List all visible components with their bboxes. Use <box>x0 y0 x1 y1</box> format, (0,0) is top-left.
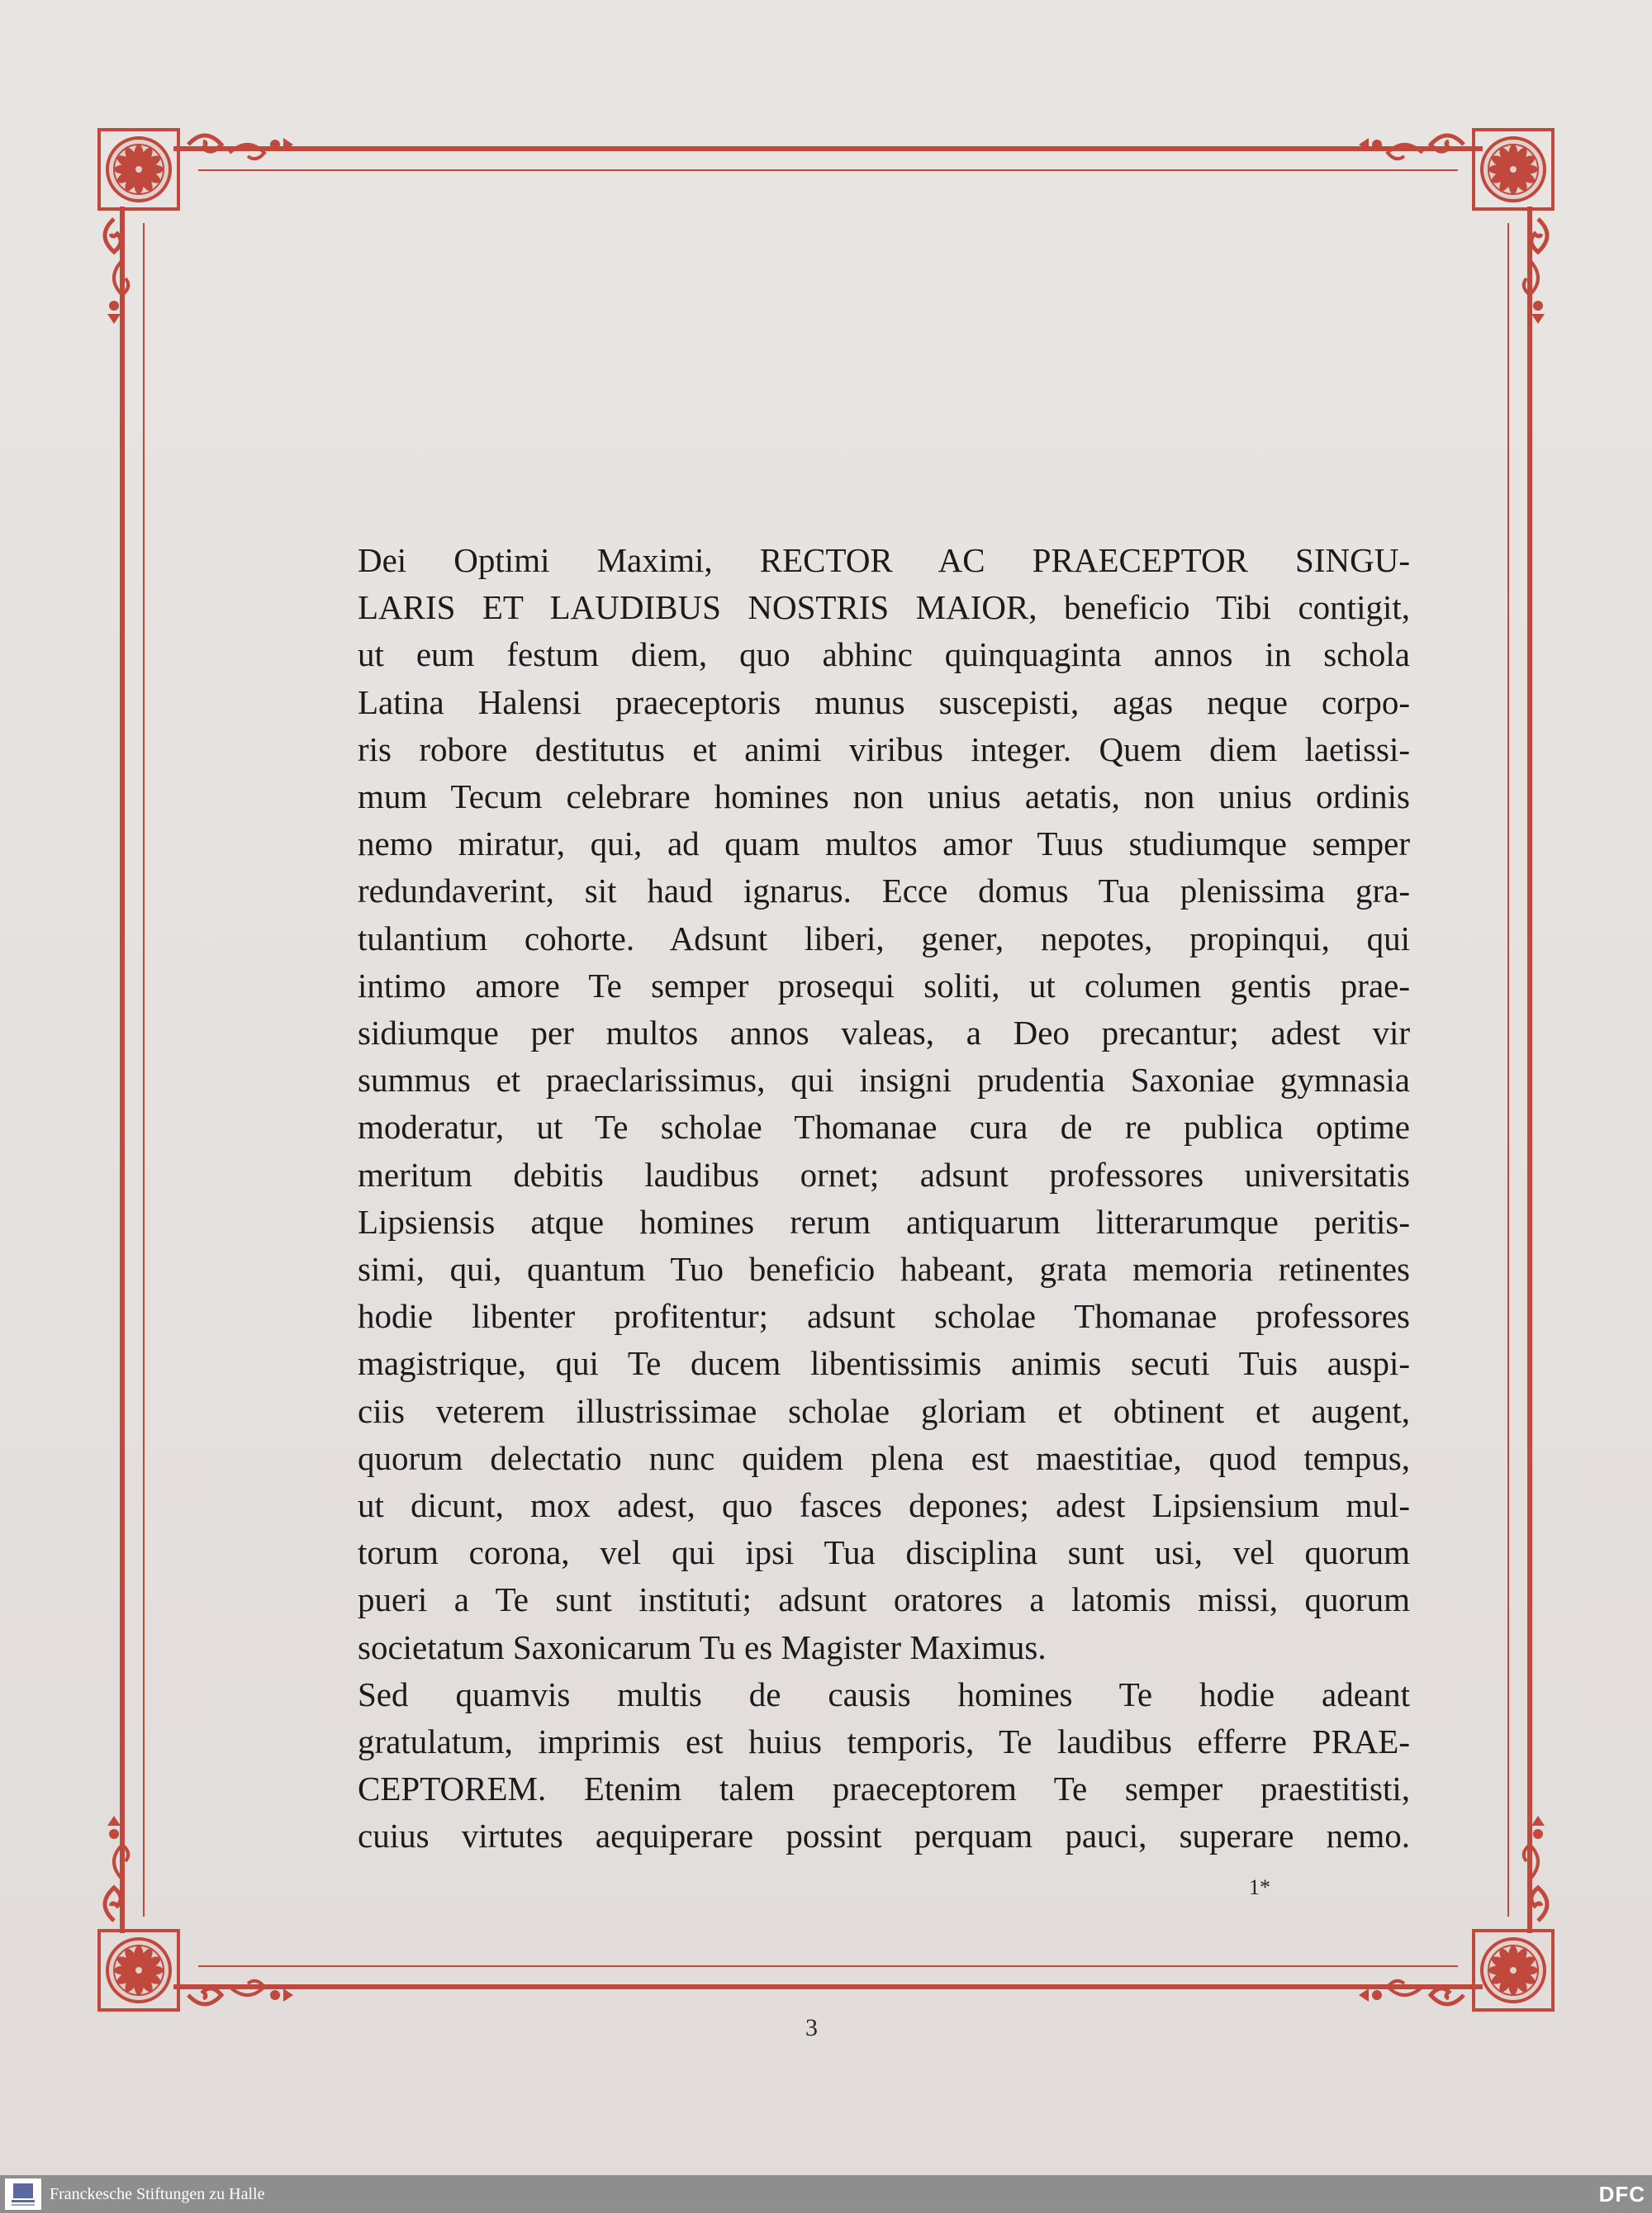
text-line: ciis veterem illustrissimae scholae gloriam et obtinent et augent, <box>358 1391 1410 1430</box>
text-line: magistrique, qui Te ducem libentissimis animis secuti Tuis auspi- <box>358 1344 1410 1383</box>
paragraph-1 <box>234 537 1410 1671</box>
page-number: 3 <box>805 2014 818 2041</box>
text-line: summus et praeclarissimus, qui insigni prudentia Saxoniae gymnasia <box>358 1061 1410 1100</box>
text-line: quorum delectatio nunc quidem plena est maestitiae, quod tempus, <box>358 1438 1410 1477</box>
text-line: societatum Saxonicarum Tu es Magister Maximus. <box>358 1627 1047 1666</box>
paragraph-2 <box>234 1671 1410 1860</box>
text-line: CEPTOREM. Etenim talem praeceptorem Te semper praestitisti, <box>358 1770 1410 1808</box>
text-line: hodie libenter profitentur; adsunt scholae Thomanae professores <box>358 1297 1410 1336</box>
text-line: nemo miratur, qui, ad quam multos amor Tuus studiumque semper <box>358 824 1410 863</box>
text-line: torum corona, vel qui ipsi Tua disciplina sunt usi, vel quorum <box>358 1533 1410 1572</box>
library-logo-icon <box>5 2178 41 2210</box>
main-text <box>234 537 1410 1860</box>
dfc-logo: DFC <box>1598 2182 1645 2207</box>
text-line: redundaverint, sit haud ignarus. Ecce domus Tua plenissima gra- <box>358 872 1410 910</box>
text-line: simi, qui, quantum Tuo beneficio habeant, grata memoria retinentes <box>358 1250 1410 1289</box>
text-line: ris robore destitutus et animi viribus integer. Quem diem laetissi- <box>358 729 1410 768</box>
text-line: ut eum festum diem, quo abhinc quinquaginta annos in schola <box>358 635 1410 674</box>
footer-label: Franckesche Stiftungen zu Halle <box>50 2185 265 2203</box>
footer-bar <box>0 2175 1652 2213</box>
text-line: Lipsiensis atque homines rerum antiquarum litterarumque peritis- <box>358 1202 1410 1241</box>
text-line: pueri a Te sunt instituti; adsunt oratores a latomis missi, quorum <box>358 1580 1410 1619</box>
signature-mark: 1* <box>1249 1875 1270 1899</box>
text-line: moderatur, ut Te scholae Thomanae cura de re publica optime <box>358 1108 1410 1147</box>
text-line: gratulatum, imprimis est huius temporis, Te laudibus efferre PRAE- <box>358 1722 1410 1761</box>
text-line: meritum debitis laudibus ornet; adsunt professores universitatis <box>358 1155 1410 1194</box>
text-line: intimo amore Te semper prosequi soliti, ut columen gentis prae- <box>358 966 1410 1005</box>
text-line: Sed quamvis multis de causis homines Te hodie adeant <box>358 1675 1410 1713</box>
text-line: cuius virtutes aequiperare possint perquam pauci, superare nemo. <box>358 1817 1410 1855</box>
text-line: ut dicunt, mox adest, quo fasces depones; adest Lipsiensium mul- <box>358 1486 1410 1525</box>
text-line: sidiumque per multos annos valeas, a Deo precantur; adest vir <box>358 1014 1410 1052</box>
text-line: LARIS ET LAUDIBUS NOSTRIS MAIOR, beneficio Tibi contigit, <box>358 588 1410 627</box>
text-line: mum Tecum celebrare homines non unius aetatis, non unius ordinis <box>358 777 1410 816</box>
text-line: Dei Optimi Maximi, RECTOR AC PRAECEPTOR SINGU- <box>358 541 1410 579</box>
text-line: tulantium cohorte. Adsunt liberi, gener, nepotes, propinqui, qui <box>358 919 1410 957</box>
text-line: Latina Halensi praeceptoris munus suscepisti, agas neque corpo- <box>358 682 1410 721</box>
